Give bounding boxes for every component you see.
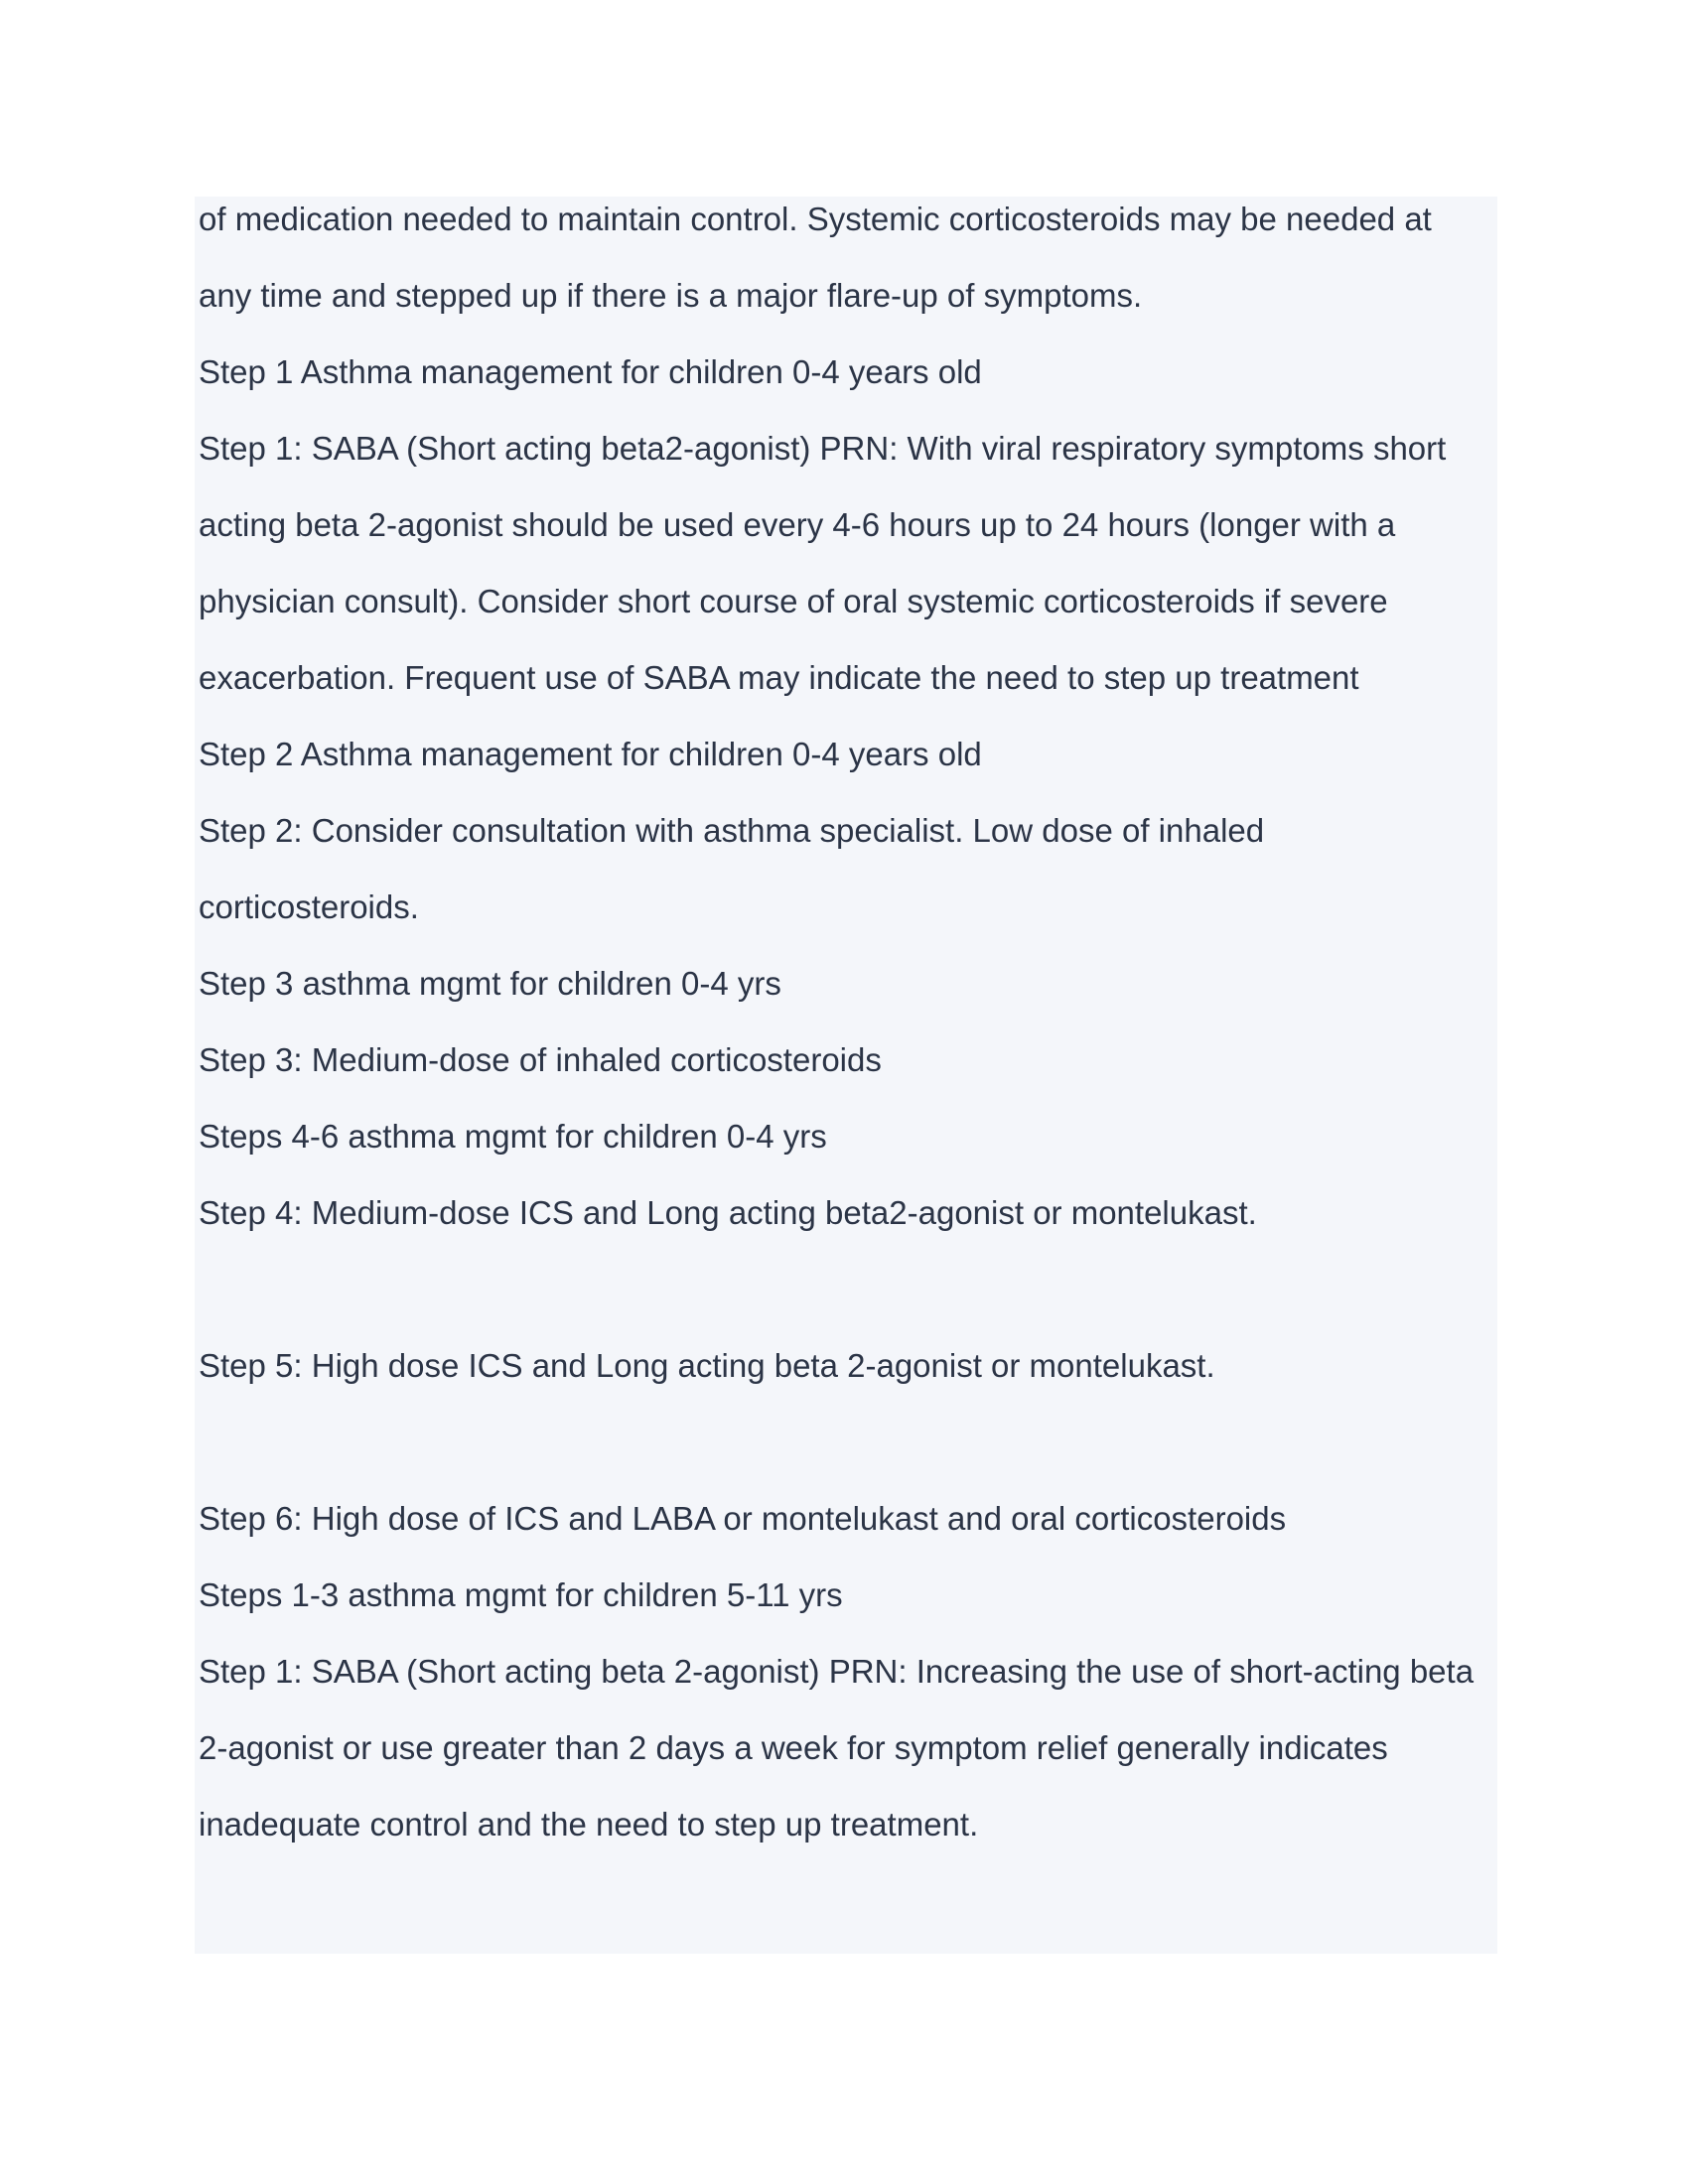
text-line: Step 3: Medium-dose of inhaled corticosteroids: [199, 1041, 882, 1078]
text-line: Step 1: SABA (Short acting beta2-agonist) PRN: With viral respiratory symptoms short: [199, 430, 1447, 467]
step-heading: Steps 4-6 asthma mgmt for children 0-4 yrs: [199, 1118, 827, 1155]
text-line: inadequate control and the need to step up treatment.: [199, 1806, 979, 1843]
text-line: exacerbation. Frequent use of SABA may indicate the need to step up treatment: [199, 659, 1359, 696]
text-line: Step 5: High dose ICS and Long acting beta 2-agonist or montelukast.: [199, 1347, 1215, 1384]
step-heading: Steps 1-3 asthma mgmt for children 5-11 yrs: [199, 1576, 843, 1613]
text-line: Step 2: Consider consultation with asthma specialist. Low dose of inhaled: [199, 812, 1265, 849]
step-heading: Step 3 asthma mgmt for children 0-4 yrs: [199, 965, 781, 1002]
document-text-block: [195, 197, 1497, 1954]
text-line: acting beta 2-agonist should be used every 4-6 hours up to 24 hours (longer with a: [199, 506, 1396, 543]
text-line: corticosteroids.: [199, 888, 419, 925]
text-line: physician consult). Consider short course of oral systemic corticosteroids if severe: [199, 583, 1388, 619]
step-heading: Step 1 Asthma management for children 0-4 years old: [199, 353, 982, 390]
text-line: Step 4: Medium-dose ICS and Long acting beta2-agonist or montelukast.: [199, 1194, 1257, 1231]
text-line: Step 6: High dose of ICS and LABA or montelukast and oral corticosteroids: [199, 1500, 1287, 1537]
text-line: Step 1: SABA (Short acting beta 2-agonist) PRN: Increasing the use of short-acting beta: [199, 1653, 1475, 1690]
step-heading: Step 2 Asthma management for children 0-4 years old: [199, 736, 982, 772]
text-line: of medication needed to maintain control. Systemic corticosteroids may be needed at: [199, 201, 1432, 237]
text-line: 2-agonist or use greater than 2 days a week for symptom relief generally indicates: [199, 1729, 1388, 1766]
blank-line: [199, 1267, 1499, 1343]
blank-line: [199, 1420, 1499, 1496]
text-line: any time and stepped up if there is a major flare-up of symptoms.: [199, 277, 1143, 314]
text-lines: [199, 197, 1499, 1878]
